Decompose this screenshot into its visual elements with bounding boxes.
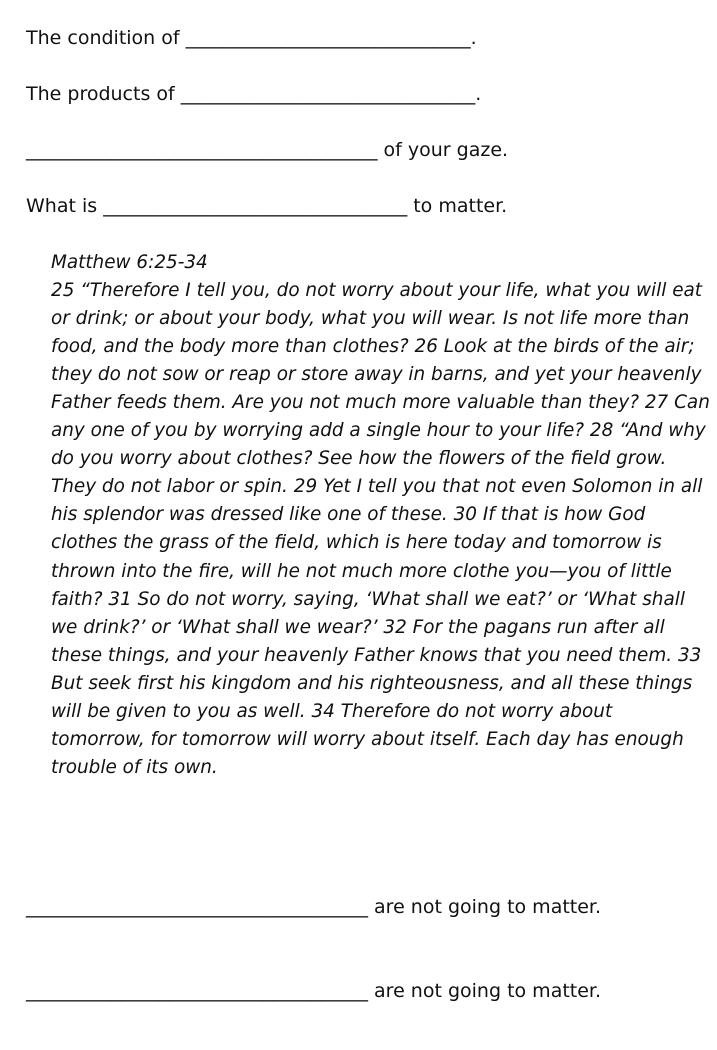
prompt-text: The condition of (26, 27, 186, 49)
fill-in-line-closing-2 (26, 979, 601, 1003)
answer-blank: ______________________________ (185, 27, 471, 49)
prompt-text: are not going to matter. (368, 896, 602, 918)
prompt-text: are not going to matter. (368, 980, 602, 1002)
answer-blank: ____________________________________ (26, 896, 368, 918)
passage-text: 25 “Therefore I tell you, do not worry about your life, what you will eat or drink; or about your body, what you will wear. Is not life more than food, and the body more than clothes? 26 Look at the birds of the air; they do not sow or reap or store away in barns, and yet your heavenly Father feeds them. Are you not much more valuable than they? 27 Can any one of you by worrying add a single hour to your life? 28 “And why do you worry about clothes? See how the flowers of the field grow. They do not labor or spin. 29 Yet I tell you that not even Solomon in all his splendor was dressed like one of these. 30 If that is how God clothes the grass of the field, which is here today and tomorrow is thrown into the fire, will he not much more clothe you—you of little faith? 31 So do not worry, saying, ‘What shall we eat?’ or ‘What shall we drink?’ or ‘What shall we wear?’ 32 For the pagans run after all these things, and your heavenly Father knows that you need them. 33 But seek first his kingdom and his righteousness, and all these things will be given to you as well. 34 Therefore do not worry about tomorrow, for tomorrow will worry about itself. Each day has enough trouble of its own. (51, 280, 710, 778)
prompt-text: to matter. (407, 195, 508, 217)
prompt-text: of your gaze. (377, 139, 509, 161)
answer-blank: _______________________________ (180, 83, 476, 105)
prompt-text: . (475, 83, 482, 105)
fill-in-line-products (26, 82, 481, 106)
answer-blank: ________________________________ (103, 195, 408, 217)
fill-in-line-closing-1 (26, 895, 601, 919)
passage-reference: Matthew 6:25-34 (51, 252, 208, 273)
prompt-text: What is (26, 195, 104, 217)
prompt-text: The products of (26, 83, 181, 105)
scripture-passage (51, 249, 711, 782)
answer-blank: ____________________________________ (26, 980, 368, 1002)
fill-in-line-what-is (26, 194, 507, 218)
fill-in-line-condition (26, 26, 477, 50)
answer-blank: _____________________________________ (26, 139, 378, 161)
fill-in-line-gaze (26, 138, 508, 162)
prompt-text: . (470, 27, 477, 49)
